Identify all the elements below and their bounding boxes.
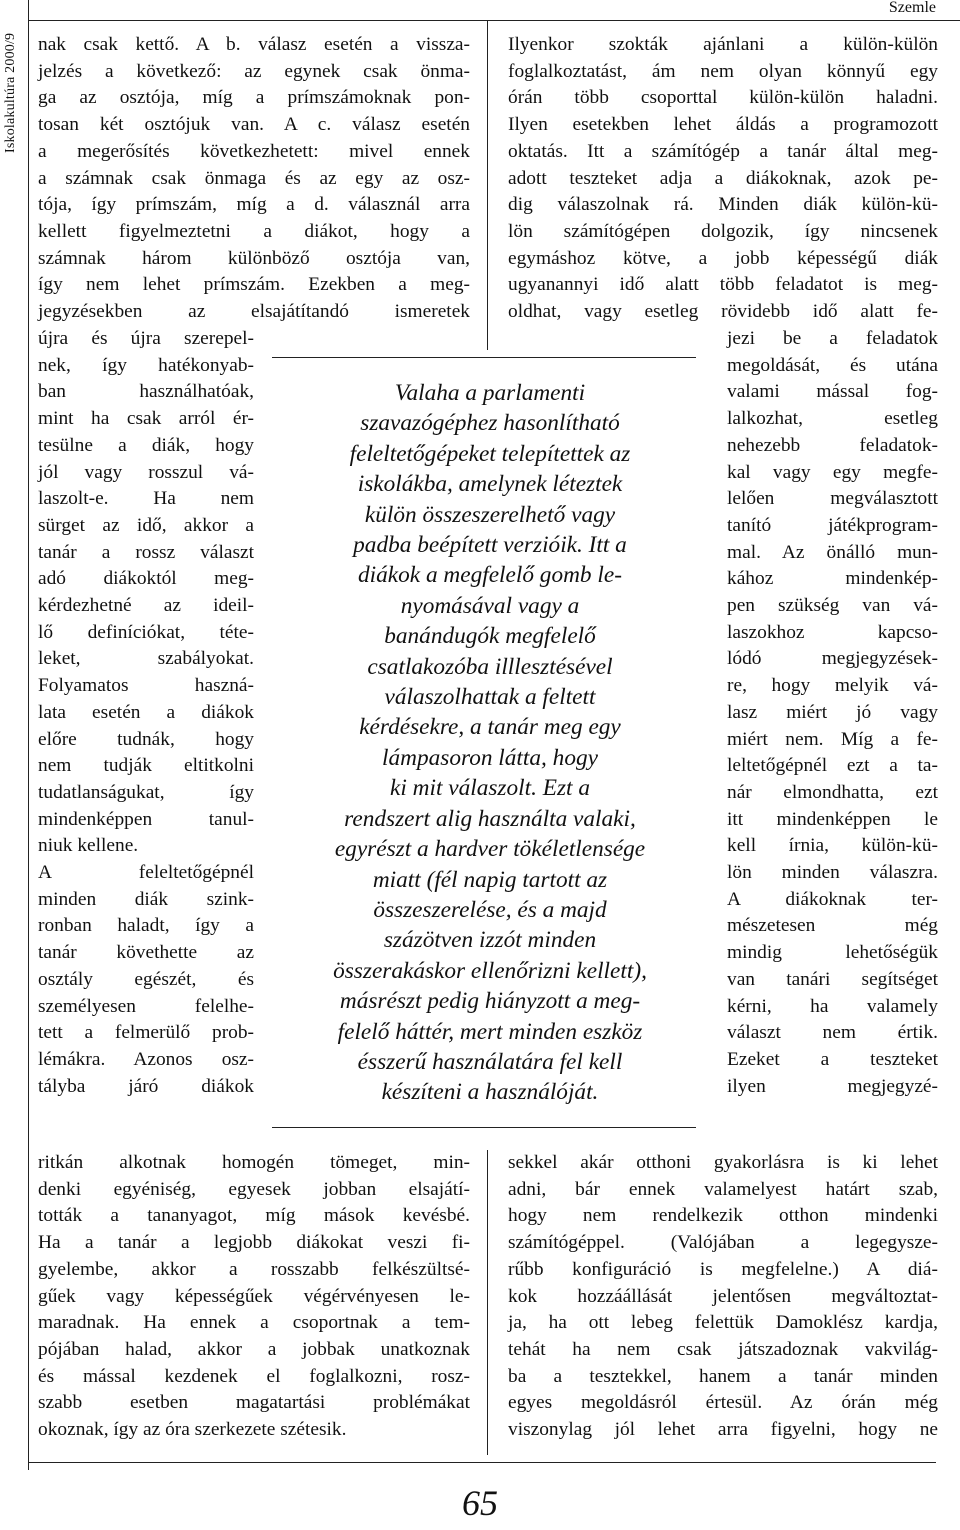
pull-quote-line: diákok a megfelelő gomb le- [358, 562, 622, 589]
pull-quote-line: másrészt pedig hiányzott a meg- [339, 988, 641, 1015]
text-line: adott teszteket adja a diákoknak, azok pe- [508, 167, 938, 189]
text-line: lata esetén a diákok [38, 701, 254, 723]
pull-quote-line: ésszerű használatára fel kell [357, 1048, 623, 1075]
text-line: A diákoknak ter- [727, 888, 938, 910]
text-line: jegyzésekben az elsajátítandó ismeretek [38, 301, 470, 323]
text-line: tett a felmerülő prob- [38, 1022, 254, 1044]
text-line: kal vagy egy megfe- [727, 461, 938, 483]
text-line: lalkozhat, esetleg [727, 408, 938, 430]
text-line: denki egyéniség, egyesek jobban elsajátí- [38, 1178, 470, 1200]
text-line: pen szükség van vá- [727, 595, 938, 617]
bottom-rule [28, 1462, 936, 1463]
text-line: így nem lehet prímszám. Ezekben a meg- [38, 274, 470, 296]
pull-quote-line: feleltetőgépeket telepítettek az [349, 440, 631, 467]
text-line: A feleltetőgépnél [38, 862, 254, 884]
text-line: tesülne a diák, hogy [38, 434, 254, 456]
journal-label: Iskolakultúra 2000/9 [3, 32, 18, 153]
text-line: tója, így prímszám, míg a d. válasznál arra [38, 194, 470, 216]
text-line: re, hogy melyik vá- [727, 675, 938, 697]
text-line: mindenképpen tanul- [38, 808, 254, 830]
right-column-bottom [508, 1150, 938, 1444]
side-rule [28, 0, 29, 1470]
text-line: valami mással fog- [727, 381, 938, 403]
text-line: ritkán alkotnak homogén tömeget, min- [38, 1152, 470, 1173]
text-line: pójában halad, akkor a jobbak unatkoznak [38, 1338, 470, 1360]
pull-quote-line: iskolákba, amelynek léteztek [357, 471, 623, 498]
text-line: lémákra. Azonos osz- [38, 1048, 254, 1070]
text-line: laszokhoz kapcso- [727, 621, 938, 643]
text-line: tanító játékprogram- [727, 514, 938, 536]
pull-quote-line: összeszerelése, és a majd [373, 896, 607, 923]
text-line: újra és újra szerepel- [38, 328, 254, 349]
text-line: a megerősítés következhetett: mivel ennek [38, 140, 470, 162]
text-line: viszonylag jól lehet arra figyelni, hogy ne [508, 1419, 938, 1441]
text-line: jól vagy rosszul vá- [38, 461, 254, 483]
text-line: adó diákoktól meg- [38, 568, 254, 590]
pull-quote-line: készíteni a használóját. [381, 1079, 599, 1106]
text-line: kellett figyelmeztetni a diákot, hogy a [38, 220, 470, 242]
text-line: kell írnia, külön-kü- [727, 835, 938, 857]
text-line: laszolt-e. Ha nem [38, 488, 254, 510]
left-column-narrow [38, 326, 254, 1100]
pull-quote-line: összerakáskor ellenőrizni kellett), [333, 957, 647, 984]
text-line: személyesen felelhe- [38, 995, 254, 1017]
text-line: foglalkoztatást, ám nem olyan könnyű egy [508, 60, 938, 82]
pull-quote-line: külön összeszerelhető vagy [364, 501, 616, 528]
pull-quote-line: válaszolhattak a feltett [384, 684, 596, 711]
text-line: tudatlanságukat, így [38, 781, 254, 803]
text-line: leket, szabályokat. [38, 648, 254, 670]
text-line: maradnak. Ha ennek a csoportnak a tem- [38, 1312, 470, 1334]
right-column-narrow [727, 326, 938, 1100]
text-line: nak csak kettő. A b. válasz esetén a vissza- [38, 34, 470, 55]
text-line: nem tudják eltitkolni [38, 755, 254, 777]
text-line: ilyen megjegyzé- [727, 1075, 938, 1097]
text-line: mindig lehetőségük [727, 942, 938, 964]
text-line: lön számítógépen dolgozik, így nincsenek [508, 220, 938, 242]
pull-quote-line: százötven izzót minden [383, 927, 597, 954]
text-line: jezi be a feladatok [727, 328, 938, 349]
text-line: tanár a rossz választ [38, 541, 254, 563]
text-line: órán több csoporttal külön-külön haladni. [508, 87, 938, 109]
text-line: itt mindenképpen le [727, 808, 938, 830]
text-line: kához mindenkép- [727, 568, 938, 590]
text-line: oktatás. Itt a számítógép a tanár által meg- [508, 140, 938, 162]
text-line: tanár követhette az [38, 942, 254, 964]
text-line: van tanári segítséget [727, 968, 938, 990]
column-divider [487, 20, 488, 350]
right-column-top [508, 32, 938, 326]
pull-quote-line: szavazógéphez hasonlítható [360, 410, 620, 437]
column-divider-lower [487, 1150, 488, 1455]
text-line: lasz miért jó vagy [727, 701, 938, 723]
text-line: ba a tesztekkel, hanem a tanár minden [508, 1365, 938, 1387]
text-line: lódó megjegyzések- [727, 648, 938, 670]
text-line: okoznak, így az óra szerkezete szétesik. [38, 1419, 347, 1441]
text-line: Folyamatos haszná- [38, 675, 254, 697]
section-label: Szemle [888, 0, 936, 16]
text-line: jelzés a következő: az egynek csak önma- [38, 60, 470, 82]
pull-quote-bottom-rule [272, 1127, 696, 1128]
text-line: kérdezhetné az ideil- [38, 595, 254, 617]
text-line: adni, bár ennek valamelyest határt szab, [508, 1178, 938, 1200]
text-line: osztály egészét, és [38, 968, 254, 990]
text-line: tehát ha nem csak játszadoznak vakvilág- [508, 1338, 938, 1360]
text-line: egyes megoldásról értesül. Az órán még [508, 1392, 938, 1414]
pull-quote-line: kérdésekre, a tanár meg egy [359, 714, 621, 741]
pull-quote-line: ki mit válaszolt. Ezt a [390, 775, 590, 802]
text-line: mészetesen még [727, 915, 938, 937]
left-column-bottom [38, 1150, 470, 1444]
text-line: sekkel akár otthoni gyakorlásra is ki lehet [508, 1152, 938, 1173]
pull-quote-line: banándugók megfelelő [384, 623, 596, 650]
text-line: lő definíciókat, téte- [38, 621, 254, 643]
text-line: ugyanannyi idő alatt több feladatot is meg- [508, 274, 938, 296]
pull-quote-line: rendszert alig használta valaki, [344, 805, 636, 832]
text-line: számnak három különböző osztója van, [38, 247, 470, 269]
text-line: dig válaszolnak rá. Minden diák külön-kü- [508, 194, 938, 216]
text-line: rűbb konfiguráció is megfelelne.) A diá- [508, 1258, 938, 1280]
page-number: 65 [462, 1483, 498, 1523]
text-line: oldhat, vagy esetleg rövidebb idő alatt fe- [508, 301, 938, 323]
text-line: lelően megválasztott [727, 488, 938, 510]
pull-quote-top-rule [272, 357, 696, 358]
text-line: nár elmondhatta, ezt [727, 781, 938, 803]
text-line: Ha a tanár a legjobb diákokat veszi fi- [38, 1232, 470, 1254]
text-line: számítógéppel. (Valójában a legegysze- [508, 1232, 938, 1254]
pull-quote-line: miatt (fél napig tartott az [372, 866, 608, 893]
text-line: szabb esetben magatartási problémákat [38, 1392, 470, 1414]
text-line: megoldását, és utána [727, 354, 938, 376]
pull-quote-line: padba beépített verzióik. Itt a [353, 532, 627, 559]
text-line: tályba járó diákok [38, 1075, 254, 1097]
text-line: minden diák szink- [38, 888, 254, 910]
text-line: nehezebb feladatok- [727, 434, 938, 456]
pull-quote-line: csatlakozóba illlesztésével [367, 653, 613, 680]
text-line: hogy nem rendelkezik otthon mindenki [508, 1205, 938, 1227]
pull-quote-line: egyrészt a hardver tökéletlensége [334, 836, 646, 863]
pull-quote-line: lámpasoron látta, hogy [382, 744, 598, 771]
text-line: nek, így hatékonyab- [38, 354, 254, 376]
text-line: a számnak csak önmaga és az egy az osz- [38, 167, 470, 189]
text-line: kok hozzáállását jelentősen megváltoztat- [508, 1285, 938, 1307]
pull-quote [270, 378, 710, 1108]
top-rule [28, 20, 960, 21]
left-column-top [38, 32, 470, 326]
text-line: gűek vagy képességűek végérvényesen le- [38, 1285, 470, 1307]
text-line: leltetőgépnél ezt a ta- [727, 755, 938, 777]
text-line: ronban haladt, így a [38, 915, 254, 937]
text-line: kérni, ha valamely [727, 995, 938, 1017]
text-line: választ nem értik. [727, 1022, 938, 1044]
pull-quote-line: felelő háttér, mert minden eszköz [337, 1018, 643, 1045]
text-line: és mással kezdenek el foglalkozni, rosz- [38, 1365, 470, 1387]
text-line: mal. Az önálló mun- [727, 541, 938, 563]
text-line: Ilyenkor szokták ajánlani a külön-külön [508, 34, 938, 55]
pull-quote-line: nyomásával vagy a [400, 592, 580, 619]
text-line: egymáshoz kötve, a jobb képességű diák [508, 247, 938, 269]
text-line: tották a tananyagot, míg mások kevésbé. [38, 1205, 470, 1227]
text-line: Ezeket a teszteket [727, 1048, 938, 1070]
text-line: mint ha csak arról ér- [38, 408, 254, 430]
text-line: sürget az idő, akkor a [38, 514, 254, 536]
text-line: ga az osztója, míg a prímszámoknak pon- [38, 87, 470, 109]
pull-quote-line: Valaha a parlamenti [394, 380, 586, 406]
text-line: ja, ha ott lebeg felettük Damoklész kardja, [508, 1312, 938, 1334]
text-line: Ilyen esetekben lehet áldás a programozott [508, 114, 938, 136]
text-line: lön minden válaszra. [727, 862, 938, 884]
text-line: tosan két osztójuk van. A c. válasz esetén [38, 114, 470, 136]
text-line: előre tudnák, hogy [38, 728, 254, 750]
text-line: miért nem. Míg a fe- [727, 728, 938, 750]
text-line: gyelembe, akkor a rosszabb felkészültsé- [38, 1258, 470, 1280]
text-line: niuk kellene. [38, 835, 139, 857]
text-line: ban használhatóak, [38, 381, 254, 403]
